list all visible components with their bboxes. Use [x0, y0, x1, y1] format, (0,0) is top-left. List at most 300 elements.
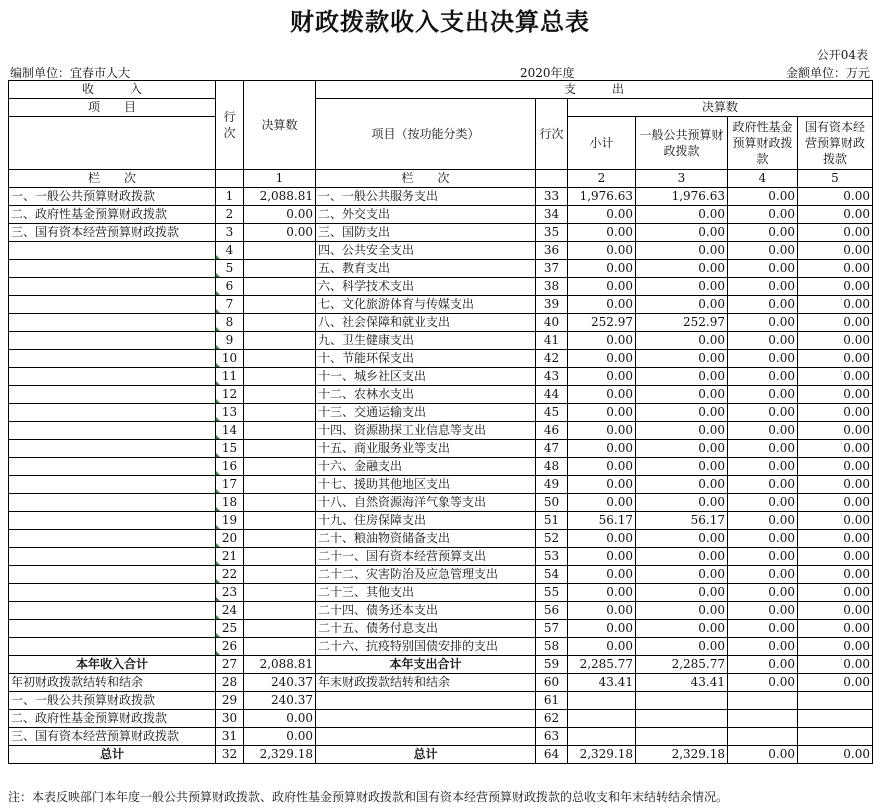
income-row-no: 5 [216, 260, 244, 278]
income-row-no: 30 [216, 710, 244, 728]
income-item [9, 548, 216, 566]
general-budget-amount: 0.00 [636, 440, 728, 458]
form-code: 公开04表 [816, 48, 868, 62]
income-row-no: 10 [216, 350, 244, 368]
income-amount: 2,329.18 [244, 746, 316, 764]
income-item: 一、一般公共预算财政拨款 [9, 692, 216, 710]
col-blank2 [536, 170, 568, 188]
income-item [9, 332, 216, 350]
state-capital-amount: 0.00 [798, 440, 873, 458]
expense-item: 七、文化旅游体育与传媒支出 [316, 296, 536, 314]
state-capital-amount: 0.00 [798, 566, 873, 584]
expense-row-no: 59 [536, 656, 568, 674]
income-item [9, 566, 216, 584]
expense-item: 三、国防支出 [316, 224, 536, 242]
general-budget-amount: 0.00 [636, 206, 728, 224]
state-capital-amount: 0.00 [798, 368, 873, 386]
expense-row-no: 37 [536, 260, 568, 278]
general-budget-amount: 0.00 [636, 386, 728, 404]
state-capital-amount: 0.00 [798, 296, 873, 314]
subtotal-amount: 252.97 [568, 314, 636, 332]
income-row-no: 15 [216, 440, 244, 458]
income-amount [244, 602, 316, 620]
income-amount: 240.37 [244, 674, 316, 692]
subtotal-amount: 1,976.63 [568, 188, 636, 206]
subtotal-header: 小计 [568, 117, 636, 170]
general-budget-amount: 0.00 [636, 350, 728, 368]
gov-fund-amount: 0.00 [728, 566, 798, 584]
subtotal-amount: 0.00 [568, 548, 636, 566]
general-budget-amount: 0.00 [636, 332, 728, 350]
table-row [9, 620, 873, 638]
income-item: 二、政府性基金预算财政拨款 [9, 710, 216, 728]
income-amount [244, 404, 316, 422]
income-row-no: 12 [216, 386, 244, 404]
gov-fund-amount: 0.00 [728, 584, 798, 602]
subtotal-amount: 0.00 [568, 242, 636, 260]
expense-item: 本年支出合计 [316, 656, 536, 674]
subtotal-amount: 0.00 [568, 278, 636, 296]
general-budget-amount: 0.00 [636, 494, 728, 512]
income-amount [244, 530, 316, 548]
gov-fund-amount: 0.00 [728, 206, 798, 224]
income-amount [244, 458, 316, 476]
income-amount [244, 548, 316, 566]
subtotal-amount: 0.00 [568, 206, 636, 224]
general-budget-header: 一般公共预算财政拨款 [636, 117, 728, 170]
income-amount [244, 638, 316, 656]
income-item [9, 422, 216, 440]
subtotal-amount: 0.00 [568, 566, 636, 584]
expense-item: 十三、交通运输支出 [316, 404, 536, 422]
state-capital-amount: 0.00 [798, 188, 873, 206]
gov-fund-amount: 0.00 [728, 404, 798, 422]
expense-row-no: 51 [536, 512, 568, 530]
gov-fund-amount [728, 692, 798, 710]
subtotal-amount: 0.00 [568, 620, 636, 638]
col-5: 5 [798, 170, 873, 188]
income-item [9, 296, 216, 314]
final-amount-header: 决算数 [244, 81, 316, 170]
expense-item [316, 728, 536, 746]
subtotal-amount: 0.00 [568, 458, 636, 476]
expense-item: 九、卫生健康支出 [316, 332, 536, 350]
table-row [9, 566, 873, 584]
subtotal-amount [568, 710, 636, 728]
general-budget-amount: 0.00 [636, 458, 728, 476]
income-item [9, 476, 216, 494]
expense-row-no: 62 [536, 710, 568, 728]
table-row [9, 494, 873, 512]
subtotal-amount: 2,329.18 [568, 746, 636, 764]
income-row-no: 6 [216, 278, 244, 296]
income-row-no: 2 [216, 206, 244, 224]
income-row-no: 9 [216, 332, 244, 350]
general-budget-amount: 0.00 [636, 530, 728, 548]
table-row [9, 548, 873, 566]
expense-item: 十九、住房保障支出 [316, 512, 536, 530]
gov-fund-amount: 0.00 [728, 656, 798, 674]
gov-fund-amount: 0.00 [728, 440, 798, 458]
gov-fund-amount: 0.00 [728, 476, 798, 494]
expense-row-no: 58 [536, 638, 568, 656]
subtotal-amount: 0.00 [568, 404, 636, 422]
general-budget-amount: 0.00 [636, 224, 728, 242]
state-capital-amount: 0.00 [798, 476, 873, 494]
table-row [9, 296, 873, 314]
col-3: 3 [636, 170, 728, 188]
subtotal-amount [568, 728, 636, 746]
gov-fund-amount [728, 710, 798, 728]
state-capital-amount: 0.00 [798, 224, 873, 242]
budget-table [8, 80, 873, 764]
table-row [9, 206, 873, 224]
general-budget-amount: 0.00 [636, 296, 728, 314]
subtotal-amount: 0.00 [568, 602, 636, 620]
gov-fund-amount: 0.00 [728, 602, 798, 620]
general-budget-amount: 0.00 [636, 638, 728, 656]
gov-fund-amount: 0.00 [728, 494, 798, 512]
table-row [9, 386, 873, 404]
state-capital-amount [798, 710, 873, 728]
table-row [9, 458, 873, 476]
state-capital-amount: 0.00 [798, 602, 873, 620]
expense-row-no: 39 [536, 296, 568, 314]
expense-row-no: 34 [536, 206, 568, 224]
general-budget-amount: 0.00 [636, 476, 728, 494]
subtotal-amount: 0.00 [568, 332, 636, 350]
expense-row-no: 47 [536, 440, 568, 458]
income-amount [244, 440, 316, 458]
income-item [9, 278, 216, 296]
gov-fund-amount: 0.00 [728, 620, 798, 638]
income-row-no: 20 [216, 530, 244, 548]
subtotal-amount: 0.00 [568, 224, 636, 242]
gov-fund-amount: 0.00 [728, 332, 798, 350]
income-row-no: 32 [216, 746, 244, 764]
subtotal-amount: 2,285.77 [568, 656, 636, 674]
subtotal-amount: 0.00 [568, 368, 636, 386]
subtotal-amount: 0.00 [568, 584, 636, 602]
income-item: 总计 [9, 746, 216, 764]
expense-item: 十五、商业服务业等支出 [316, 440, 536, 458]
income-amount: 2,088.81 [244, 656, 316, 674]
income-item [9, 386, 216, 404]
income-item [9, 638, 216, 656]
income-amount [244, 422, 316, 440]
general-budget-amount: 0.00 [636, 368, 728, 386]
income-row-no: 13 [216, 404, 244, 422]
state-capital-amount: 0.00 [798, 332, 873, 350]
gov-fund-amount: 0.00 [728, 242, 798, 260]
gov-fund-header: 政府性基金预算财政拨款 [728, 117, 798, 170]
gov-fund-amount: 0.00 [728, 746, 798, 764]
expense-item: 四、公共安全支出 [316, 242, 536, 260]
item-header: 项 目 [9, 99, 216, 117]
income-row-no: 28 [216, 674, 244, 692]
expense-row-no: 41 [536, 332, 568, 350]
table-row [9, 692, 873, 710]
gov-fund-amount: 0.00 [728, 458, 798, 476]
expense-item: 一、一般公共服务支出 [316, 188, 536, 206]
subtotal-amount: 0.00 [568, 530, 636, 548]
income-row-no: 4 [216, 242, 244, 260]
income-item [9, 494, 216, 512]
col-2: 2 [568, 170, 636, 188]
expense-item: 十四、资源勘探工业信息等支出 [316, 422, 536, 440]
income-amount [244, 494, 316, 512]
state-capital-amount: 0.00 [798, 458, 873, 476]
subtotal-amount: 0.00 [568, 350, 636, 368]
expense-row-no: 45 [536, 404, 568, 422]
general-budget-amount [636, 710, 728, 728]
expense-item: 二十二、灾害防治及应急管理支出 [316, 566, 536, 584]
subtotal-amount: 0.00 [568, 440, 636, 458]
expense-item: 二十五、债务付息支出 [316, 620, 536, 638]
table-row [9, 224, 873, 242]
table-row [9, 728, 873, 746]
state-capital-amount: 0.00 [798, 350, 873, 368]
general-budget-amount: 252.97 [636, 314, 728, 332]
gov-fund-amount: 0.00 [728, 278, 798, 296]
income-row-no: 18 [216, 494, 244, 512]
table-row [9, 260, 873, 278]
table-row [9, 530, 873, 548]
income-amount [244, 350, 316, 368]
general-budget-amount: 0.00 [636, 242, 728, 260]
col-1: 1 [244, 170, 316, 188]
subtotal-amount [568, 692, 636, 710]
general-budget-amount: 0.00 [636, 404, 728, 422]
income-amount [244, 566, 316, 584]
income-row-no: 23 [216, 584, 244, 602]
final-amount2-header: 决算数 [568, 99, 873, 117]
state-capital-amount: 0.00 [798, 674, 873, 692]
table-row [9, 512, 873, 530]
income-item [9, 404, 216, 422]
income-item [9, 458, 216, 476]
item-spacer [9, 117, 216, 170]
state-capital-amount [798, 728, 873, 746]
subtotal-amount: 0.00 [568, 386, 636, 404]
gov-fund-amount: 0.00 [728, 548, 798, 566]
income-amount [244, 296, 316, 314]
table-row [9, 638, 873, 656]
table-row [9, 404, 873, 422]
state-capital-amount: 0.00 [798, 512, 873, 530]
general-budget-amount: 0.00 [636, 602, 728, 620]
expense-row-no: 63 [536, 728, 568, 746]
income-item: 三、国有资本经营预算财政拨款 [9, 224, 216, 242]
expense-item: 十八、自然资源海洋气象等支出 [316, 494, 536, 512]
expense-row-no: 60 [536, 674, 568, 692]
income-item [9, 368, 216, 386]
income-amount [244, 242, 316, 260]
income-item [9, 602, 216, 620]
income-item: 二、政府性基金预算财政拨款 [9, 206, 216, 224]
income-item: 三、国有资本经营预算财政拨款 [9, 728, 216, 746]
income-row-no: 29 [216, 692, 244, 710]
table-row [9, 350, 873, 368]
state-capital-amount: 0.00 [798, 746, 873, 764]
state-capital-amount: 0.00 [798, 584, 873, 602]
expense-row-no: 54 [536, 566, 568, 584]
income-amount [244, 278, 316, 296]
general-budget-amount: 0.00 [636, 422, 728, 440]
income-item: 年初财政拨款结转和结余 [9, 674, 216, 692]
general-budget-amount: 2,329.18 [636, 746, 728, 764]
subtotal-amount: 0.00 [568, 260, 636, 278]
general-budget-amount: 0.00 [636, 584, 728, 602]
gov-fund-amount: 0.00 [728, 224, 798, 242]
expense-row-no: 48 [536, 458, 568, 476]
item-function-header: 项目（按功能分类） [316, 99, 536, 170]
income-item: 一、一般公共预算财政拨款 [9, 188, 216, 206]
gov-fund-amount: 0.00 [728, 386, 798, 404]
gov-fund-amount: 0.00 [728, 422, 798, 440]
state-capital-amount: 0.00 [798, 260, 873, 278]
expense-row-no: 56 [536, 602, 568, 620]
state-capital-amount: 0.00 [798, 404, 873, 422]
income-item [9, 350, 216, 368]
expense-item [316, 710, 536, 728]
gov-fund-amount: 0.00 [728, 188, 798, 206]
income-item [9, 530, 216, 548]
income-item: 本年收入合计 [9, 656, 216, 674]
expense-item: 十二、农林水支出 [316, 386, 536, 404]
gov-fund-amount: 0.00 [728, 530, 798, 548]
table-row [9, 440, 873, 458]
income-row-no: 17 [216, 476, 244, 494]
expense-item: 二十、粮油物资储备支出 [316, 530, 536, 548]
year-label: 2020年度 [520, 66, 575, 80]
table-row [9, 188, 873, 206]
subtotal-amount: 0.00 [568, 422, 636, 440]
income-row-no: 25 [216, 620, 244, 638]
expense-item: 二、外交支出 [316, 206, 536, 224]
expense-row-no: 53 [536, 548, 568, 566]
income-row-no: 16 [216, 458, 244, 476]
expense-item: 十、节能环保支出 [316, 350, 536, 368]
state-capital-amount: 0.00 [798, 206, 873, 224]
income-item [9, 440, 216, 458]
income-row-no: 8 [216, 314, 244, 332]
general-budget-amount: 0.00 [636, 620, 728, 638]
expense-row-no: 61 [536, 692, 568, 710]
income-row-no: 22 [216, 566, 244, 584]
expense-item: 十一、城乡社区支出 [316, 368, 536, 386]
currency-label: 金额单位：万元 [785, 66, 870, 80]
expense-row-no: 40 [536, 314, 568, 332]
general-budget-amount: 1,976.63 [636, 188, 728, 206]
expense-row-no: 49 [536, 476, 568, 494]
state-capital-amount: 0.00 [798, 548, 873, 566]
gov-fund-amount: 0.00 [728, 512, 798, 530]
general-budget-amount: 2,285.77 [636, 656, 728, 674]
table-row [9, 314, 873, 332]
state-capital-amount: 0.00 [798, 422, 873, 440]
state-capital-amount: 0.00 [798, 620, 873, 638]
income-row-no: 21 [216, 548, 244, 566]
state-capital-amount: 0.00 [798, 638, 873, 656]
income-row-no: 14 [216, 422, 244, 440]
expense-row-no: 64 [536, 746, 568, 764]
expense-row-no: 43 [536, 368, 568, 386]
income-row-no: 27 [216, 656, 244, 674]
income-item [9, 242, 216, 260]
expense-row-no: 57 [536, 620, 568, 638]
gov-fund-amount: 0.00 [728, 368, 798, 386]
table-row [9, 368, 873, 386]
income-row-no: 31 [216, 728, 244, 746]
gov-fund-amount [728, 728, 798, 746]
income-amount: 0.00 [244, 206, 316, 224]
expense-row-no: 33 [536, 188, 568, 206]
income-amount: 2,088.81 [244, 188, 316, 206]
row-no-header: 行次 [216, 81, 244, 170]
table-row [9, 278, 873, 296]
income-amount [244, 260, 316, 278]
income-item [9, 584, 216, 602]
income-amount: 0.00 [244, 710, 316, 728]
report-title: 财政拨款收入支出决算总表 [290, 8, 590, 36]
income-row-no: 7 [216, 296, 244, 314]
expense-row-no: 46 [536, 422, 568, 440]
income-amount [244, 332, 316, 350]
table-row [9, 476, 873, 494]
income-amount: 0.00 [244, 728, 316, 746]
expense-item [316, 692, 536, 710]
state-capital-amount: 0.00 [798, 530, 873, 548]
income-item [9, 260, 216, 278]
state-capital-amount: 0.00 [798, 242, 873, 260]
income-row-no: 11 [216, 368, 244, 386]
gov-fund-amount: 0.00 [728, 296, 798, 314]
expense-item: 年末财政拨款结转和结余 [316, 674, 536, 692]
expense-item: 五、教育支出 [316, 260, 536, 278]
income-amount: 240.37 [244, 692, 316, 710]
income-amount [244, 584, 316, 602]
expense-item: 八、社会保障和就业支出 [316, 314, 536, 332]
footnote: 注：本表反映部门本年度一般公共预算财政拨款、政府性基金预算财政拨款和国有资本经营预算财政拨款的总收支和年末结转结余情况。 [8, 790, 729, 804]
table-row [9, 584, 873, 602]
general-budget-amount [636, 692, 728, 710]
table-row [9, 710, 873, 728]
general-budget-amount: 0.00 [636, 260, 728, 278]
state-capital-amount: 0.00 [798, 314, 873, 332]
expense-row-no: 52 [536, 530, 568, 548]
expense-item: 十七、援助其他地区支出 [316, 476, 536, 494]
income-row-no: 19 [216, 512, 244, 530]
general-budget-amount: 56.17 [636, 512, 728, 530]
subtotal-amount: 0.00 [568, 638, 636, 656]
expense-item: 二十四、债务还本支出 [316, 602, 536, 620]
table-row [9, 746, 873, 764]
income-item [9, 512, 216, 530]
row-no2-header: 行次 [536, 99, 568, 170]
gov-fund-amount: 0.00 [728, 638, 798, 656]
gov-fund-amount: 0.00 [728, 314, 798, 332]
state-capital-header: 国有资本经营预算财政拨款 [798, 117, 873, 170]
income-amount [244, 368, 316, 386]
col-label2: 栏 次 [316, 170, 536, 188]
income-row-no: 1 [216, 188, 244, 206]
income-item [9, 620, 216, 638]
expense-row-no: 35 [536, 224, 568, 242]
expense-item: 六、科学技术支出 [316, 278, 536, 296]
col-blank [216, 170, 244, 188]
expense-header: 支 出 [316, 81, 873, 99]
